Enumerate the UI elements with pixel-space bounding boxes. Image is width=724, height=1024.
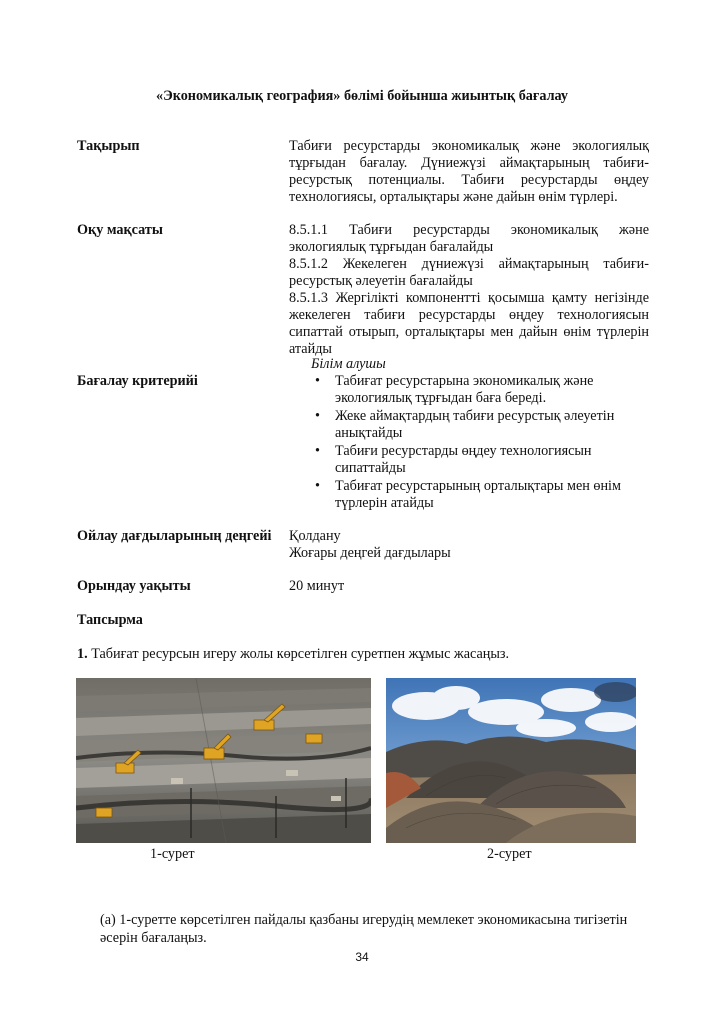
time-label: Орындау уақыты bbox=[77, 578, 191, 594]
thinking-line: Қолдану bbox=[289, 528, 341, 544]
question-text: Табиғат ресурсын игеру жолы көрсетілген суретпен жұмыс жасаңыз. bbox=[87, 646, 510, 662]
question-number: 1. bbox=[77, 646, 88, 662]
objective-item: 8.5.1.2 Жекелеген дүниежүзі аймақтарының табиғи-ресурстық әлеуетін бағалайды bbox=[289, 256, 649, 289]
criteria-label: Бағалау критерийі bbox=[77, 373, 198, 389]
page-title: «Экономикалық география» бөлімі бойынша жиынтық бағалау bbox=[156, 88, 568, 104]
criteria-intro: Білім алушы bbox=[311, 356, 386, 372]
question-1a: (a) 1-суретте көрсетілген пайдалы қазбаны игерудің мемлекет экономикасына тигізетін әсерін бағалаңыз. bbox=[100, 912, 628, 946]
objectives-list bbox=[289, 222, 649, 358]
task-heading: Тапсырма bbox=[77, 612, 143, 628]
criteria-list bbox=[311, 373, 651, 513]
bullet-icon: • bbox=[315, 373, 320, 389]
thinking-line: Жоғары деңгей дағдылары bbox=[289, 545, 451, 561]
photo-spoil-heaps bbox=[386, 678, 636, 843]
bullet-icon: • bbox=[315, 478, 320, 494]
criteria-item: • Табиғат ресурстарына экономикалық және экологиялық тұрғыдан баға береді. bbox=[315, 373, 594, 406]
page-number: 34 bbox=[355, 950, 369, 964]
objectives-label: Оқу мақсаты bbox=[77, 222, 163, 238]
objective-item: 8.5.1.1 Табиғи ресурстарды экономикалық және экологиялық тұрғыдан бағалайды bbox=[289, 222, 649, 255]
thinking-label: Ойлау дағдыларының деңгейі bbox=[77, 528, 272, 544]
bullet-icon: • bbox=[315, 408, 320, 424]
time-value: 20 минут bbox=[289, 578, 345, 594]
topic-value: Табиғи ресурстарды экономикалық және экологиялық тұрғыдан бағалау. Дүниежүзі аймақтарының табиғи-ресурстық потенциалы. Табиғи ресурстарды өңдеу технологиясы, орталықтары және дайын өнім түрлері. bbox=[289, 138, 649, 205]
topic-label: Тақырып bbox=[77, 138, 140, 154]
thinking-value bbox=[289, 528, 649, 562]
bullet-icon: • bbox=[315, 443, 320, 459]
criteria-item: • Жеке аймақтардың табиғи ресурстық әлеуетін анықтайды bbox=[315, 408, 615, 441]
criteria-item: • Табиғи ресурстарды өңдеу технологиясын сипаттайды bbox=[315, 443, 592, 476]
question-1 bbox=[77, 646, 509, 663]
caption-photo-2: 2-сурет bbox=[487, 846, 532, 862]
objective-item: 8.5.1.3 Жергілікті компонентті қосымша қамту негізінде жекелеген табиғи ресурстарды өңдеу технологиясын сипаттай отырып, орталықтары мен дайын өнім түрлерін атайды bbox=[289, 290, 649, 357]
caption-photo-1: 1-сурет bbox=[150, 846, 195, 862]
photo-open-pit-mine bbox=[76, 678, 371, 843]
criteria-item: • Табиғат ресурстарының орталықтары мен өнім түрлерін атайды bbox=[315, 478, 621, 511]
